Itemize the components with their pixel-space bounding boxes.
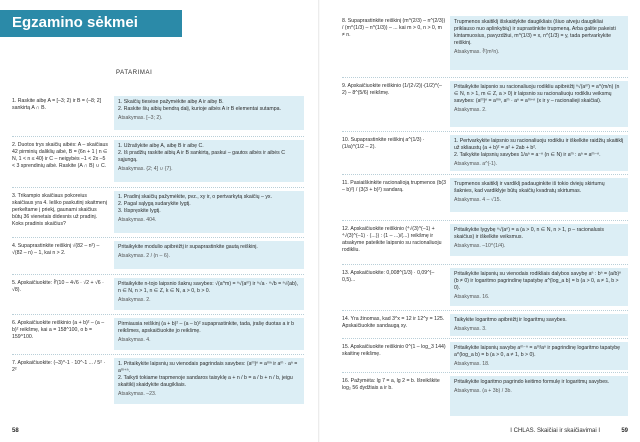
- hint-box-7: [450, 314, 628, 336]
- answer-text: Atsakymas. 16.: [454, 294, 490, 300]
- hint-box-3: [450, 135, 628, 171]
- task-3-text: 10. Supaprastinkite reiškinį a^(1/3) · (1/a)^(1/2 – 2).: [342, 137, 425, 150]
- answer-text: Atsakymas. 2 / (n – 6).: [118, 253, 170, 259]
- row-separator: [12, 314, 304, 315]
- hint-box-5: [114, 278, 304, 310]
- row-separator: [342, 77, 628, 78]
- hint-text: Pritaikykite laipsnio su racionaliuoju rodikliu apibrėžtį ⁿ√(aᵐ) = a^(m/n) (n ∈ N, n > 1, m ∈ Z, a > 0) ir laipsnio su racionaliuoju rodikliu veiksmų savybes: (aᵐ)ⁿ = aᵐⁿ, aᵐ · aⁿ = aᵐ⁺ⁿ (x ir y – racionalieji skaičiai).: [454, 84, 620, 104]
- row-separator: [12, 354, 304, 355]
- hint-box-5: [450, 224, 628, 256]
- answer-text: Atsakymas. 4.: [118, 337, 151, 343]
- hint-text: Pritaikykite modulio apibrėžtį ir supaprastinkite gautą reiškinį.: [118, 244, 258, 250]
- row-separator: [342, 264, 628, 265]
- answer-text: Atsakymas. 2.: [118, 297, 151, 303]
- page-number-right: 59: [621, 428, 628, 434]
- hint-text: 1. Skaičių tiesėse pažymėkite aibę A ir aibę B. 2. Raskite šių aibių bendrą dalį, kurioje aibės A ir B elementai sutampa.: [118, 99, 281, 112]
- hint-box-3: [114, 191, 304, 233]
- answer-text: Atsakymas. a^(-1).: [454, 161, 498, 167]
- row-separator: [342, 220, 628, 221]
- answer-text: Atsakymas. 4 – √15.: [454, 197, 501, 203]
- page-number-left: 58: [12, 428, 19, 434]
- task-2-text: 2. Duotos trys skaičių aibės: A – skaičiaus 42 pirminių daliklių aibė, B = {6n + 1 | n ∈ N, 1 < n ≤ 40} ir C – neigybės –1 < 2x –5 < 3 sprendinių aibė. Raskite (A ∩ B) ∪ C.: [12, 142, 109, 169]
- answer-text: Atsakymas. (a + 3b) / 3b.: [454, 388, 512, 394]
- answer-text: Atsakymas. 18.: [454, 361, 490, 367]
- task-4-text: 4. Supaprastinkite reiškinį √(82 – n²) – √(82 – n) – 1, kai n > 2.: [12, 243, 100, 256]
- row-separator: [342, 338, 628, 339]
- hint-text: 1. Pertvarkykite laipsnio su racionaliuoju rodikliu ir iškelkite raidžių skaitiklį už skliaustų (a + b)² = a² + 2ab + b². 2. Taikykite laipsnių savybes 1/aⁿ = a⁻ⁿ (n ∈ N) ir aᵐ : aⁿ = aᵐ⁻ⁿ.: [454, 138, 624, 158]
- hint-text: Pritaikykite laipsnių su vienodais rodikliais dalybos savybę aⁿ : bⁿ = (a/b)ⁿ (b ≠ 0) ir logaritmo pagrindinę tapatybę a^(log_a b) = b (a > 0, a ≠ 1, b > 0).: [454, 271, 622, 291]
- row-separator: [342, 372, 628, 373]
- section-label: PATARIMAI: [116, 70, 153, 76]
- hint-text: Pritaikykite logaritmo pagrindo keitimo formulę ir logaritmų savybes.: [454, 379, 610, 385]
- hint-box-2: [114, 140, 304, 182]
- answer-text: Atsakymas. {2; 4] ∪ {7}.: [118, 166, 173, 172]
- task-5-text: 12. Apskaičiuokite reiškinio (⁴√(3)^(–1) + ⁴√(3)^(–1) · (...)) : (1 – ...)/(...) reikšmę ir atsakyme pateikite laipsnio su racionaliuoju rodikliu.: [342, 226, 442, 253]
- task-8-text: 15. Apskaičiuokite reiškinio 0^(1 – log_3 144) skaitinę reikšmę.: [342, 344, 446, 357]
- answer-text: Atsakymas. 3.: [454, 326, 487, 332]
- hint-text: Pritaikykite n-tojo laipsnio šaknų savybes: √(a^m) = ⁿ√(aᵐ) ir ⁿ√a · ⁿ√b = ⁿ√(ab), n ∈ N, n > 1, n ∈ Z, k ∈ N, a > 0, b > 0.: [118, 281, 299, 294]
- task-5-text: 5. Apskaičiuokite: ∛(10 – 4√6 · √2 + √6 · √8).: [12, 280, 104, 293]
- hint-box-9: [450, 376, 628, 416]
- answer-text: Atsakymas. ∛(m²n).: [454, 49, 500, 55]
- hint-text: Trupmenos skaitiklį išskaidykite daugikliais (šiuo atveju daugikliai priklauso nuo aplinkybių) ir suprastinkite trupmeną. Arba galite pakeisti kintamuosius, pavyzdžiui, m^(1/3) = x, n^(1/3) = y, tada pertvarkykite reiškinį.: [454, 19, 616, 46]
- hint-text: Taikykite logaritmo apibrėžtį ir logaritmų savybes.: [454, 317, 567, 323]
- hint-box-4: [450, 178, 628, 212]
- task-7-text: 14. Yra žinomas, kad 3^x = 12 ir 12^y = 125. Apskaičiuokite sandaugą xy.: [342, 316, 445, 329]
- task-1-text: 1. Raskite aibę A = [–3; 2) ir B = (–8; 2] sankirtą A ∩ B.: [12, 98, 102, 111]
- hint-text: 1. Pradinį skaičių pažymėkite, pvz., xy ir, o pertvarkytą skaičių – yx. 2. Pagal sąlygą sudarykite lygtį. 3. Išspręskite lygtį.: [118, 194, 272, 214]
- hint-box-2: [450, 81, 628, 127]
- hint-box-1: [114, 96, 304, 130]
- hint-box-4: [114, 241, 304, 269]
- answer-text: Atsakymas. –23.: [118, 391, 157, 397]
- task-6-text: 13. Apskaičiuokite: 0,008^(1/3) · 0,09^(–0,5)...: [342, 270, 435, 283]
- task-7-text: 7. Apskaičiuokite: (–3)^-1 · 10^-1 ... / 5² · 2²: [12, 360, 106, 373]
- hint-text: Pirmiausia reiškinį (a + b)² – (a – b)² supaprastinkite, tada, įrašę duotas a ir b reikšmes, apskaičiuokite jo reikšmę.: [118, 321, 295, 334]
- row-separator: [12, 237, 304, 238]
- answer-text: Atsakymas. –10^(1/4).: [454, 243, 506, 249]
- row-separator: [342, 310, 628, 311]
- row-separator: [12, 187, 304, 188]
- page-title: Egzamino sėkmei: [12, 14, 138, 31]
- right-page: [320, 0, 640, 442]
- task-6-text: 6. Apskaičiuokite reiškinio (a + b)² – (a – b)² reikšmę, kai a = 158^100, o b = 159^100.: [12, 320, 105, 340]
- hint-text: 1. Pritaikykite laipsnių su vienodais pagrindais savybes: (aᵐ)ⁿ = aᵐⁿ ir aᵐ · aⁿ = aᵐ⁺ⁿ. 2. Taikyti tokiame trapmenoje sandaros taisyklę a + n / b = a / b + n / b, jeigu skaitiklį skaidykite daugikliais.: [118, 361, 298, 388]
- hint-box-7: [114, 358, 304, 404]
- answer-text: Atsakymas. 2.: [454, 107, 487, 113]
- hint-text: Trupmenos skaitiklį ir vardiklį padauginkite iš tokio dviejų skirtumų šaknies, kad vardiklyje būtų skaičių kvadratų skirtumas.: [454, 181, 605, 194]
- task-1-text: 8. Supaprastinkite reiškinį (m^(2/3) – n^(2/3)) / (m^(1/3) – n^(1/3)) – ... kai m > 0, n > 0, m ≠ n.: [342, 18, 446, 38]
- task-3-text: 3. Trikampio skaičiaus pokoreius skaičiaus yra 4. Ieško paskutinį skaitmenį perkeltame į priekį, gaunami skaičius būtų 36 vienetais didesnis už pradinį. Koks pradinis skaičius?: [12, 193, 107, 227]
- answer-text: Atsakymas. [–3; 2).: [118, 115, 163, 121]
- answer-text: Atsakymas. 404.: [118, 217, 157, 223]
- task-2-text: 9. Apskaičiuokite reiškinio (1/(2√2))·(1/2)^(–2) – 8^(5/6) reikšmę.: [342, 83, 442, 96]
- hint-box-6: [450, 268, 628, 306]
- page-title-banner: [0, 10, 182, 37]
- row-separator: [342, 174, 628, 175]
- footer-chapter-text: I CHLAS. Skaičiai ir skaičiavimai I: [510, 428, 600, 434]
- hint-text: 1. Užrašykite aibę A, aibę B ir aibę C. 2. Iš pradžių raskite aibių A ir B sankirtą, paskui – gautos aibės ir aibės C sąjungą.: [118, 143, 285, 163]
- row-separator: [342, 131, 628, 132]
- hint-text: Pritaikykite laipsnių savybę aᵐ⁻ⁿ = aᵐ/aⁿ ir pagrindinę logaritmo tapatybę a^(log_a b) = b (a > 0, a ≠ 1, b > 0).: [454, 345, 621, 358]
- hint-box-6: [114, 318, 304, 350]
- task-4-text: 11. Pasiaiškinkite racionalioją trupmenos (b(3 – b)²) / (3(3 + b)²) sandarą.: [342, 180, 446, 193]
- hint-box-8: [450, 342, 628, 370]
- row-separator: [12, 274, 304, 275]
- task-9-text: 16. Pažymėta: lg 7 = a, lg 2 = b. Išreikškite log₂ 56 dydžiais a ir b.: [342, 378, 440, 391]
- hint-box-1: [450, 16, 628, 70]
- hint-text: Pritaikykite lygybę ⁿ√(aⁿ) = a (a > 0, n ∈ N, n > 1, p – racionalusis skaičius) ir iškelkite veiksmus.: [454, 227, 604, 240]
- row-separator: [12, 136, 304, 137]
